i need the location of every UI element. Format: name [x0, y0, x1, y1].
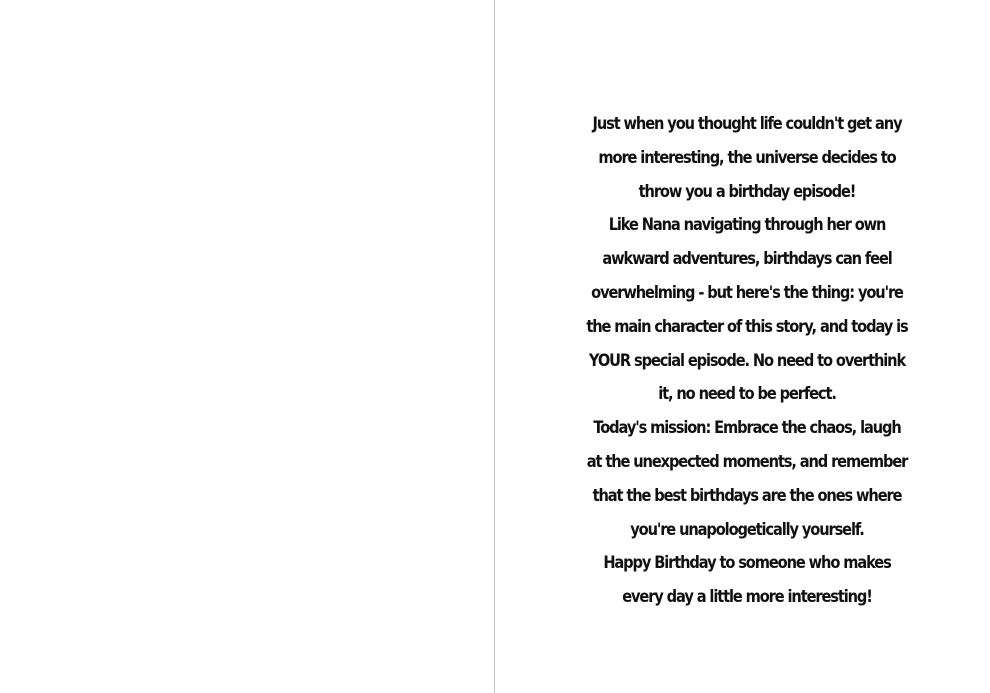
message-paragraph-mission: Today's mission: Embrace the chaos, laugh at the unexpected moments, and remember that the best birthdays are the ones where you're unapologetically yourself. [586, 418, 908, 540]
message-paragraph-main-character: Like Nana navigating through her own awkward adventures, birthdays can feel overwhelming - but here's the thing: you're the main character of this story, and today is YOUR special episode. No need to overthink it, no need to be perfect. [586, 215, 908, 405]
message-paragraph-intro: Just when you thought life couldn't get any more interesting, the universe decides to throw you a birthday episode! [592, 114, 902, 202]
card-left-panel [0, 0, 494, 693]
message-paragraph-closing: Happy Birthday to someone who makes every day a little more interesting! [603, 553, 891, 608]
card-message [584, 108, 909, 615]
